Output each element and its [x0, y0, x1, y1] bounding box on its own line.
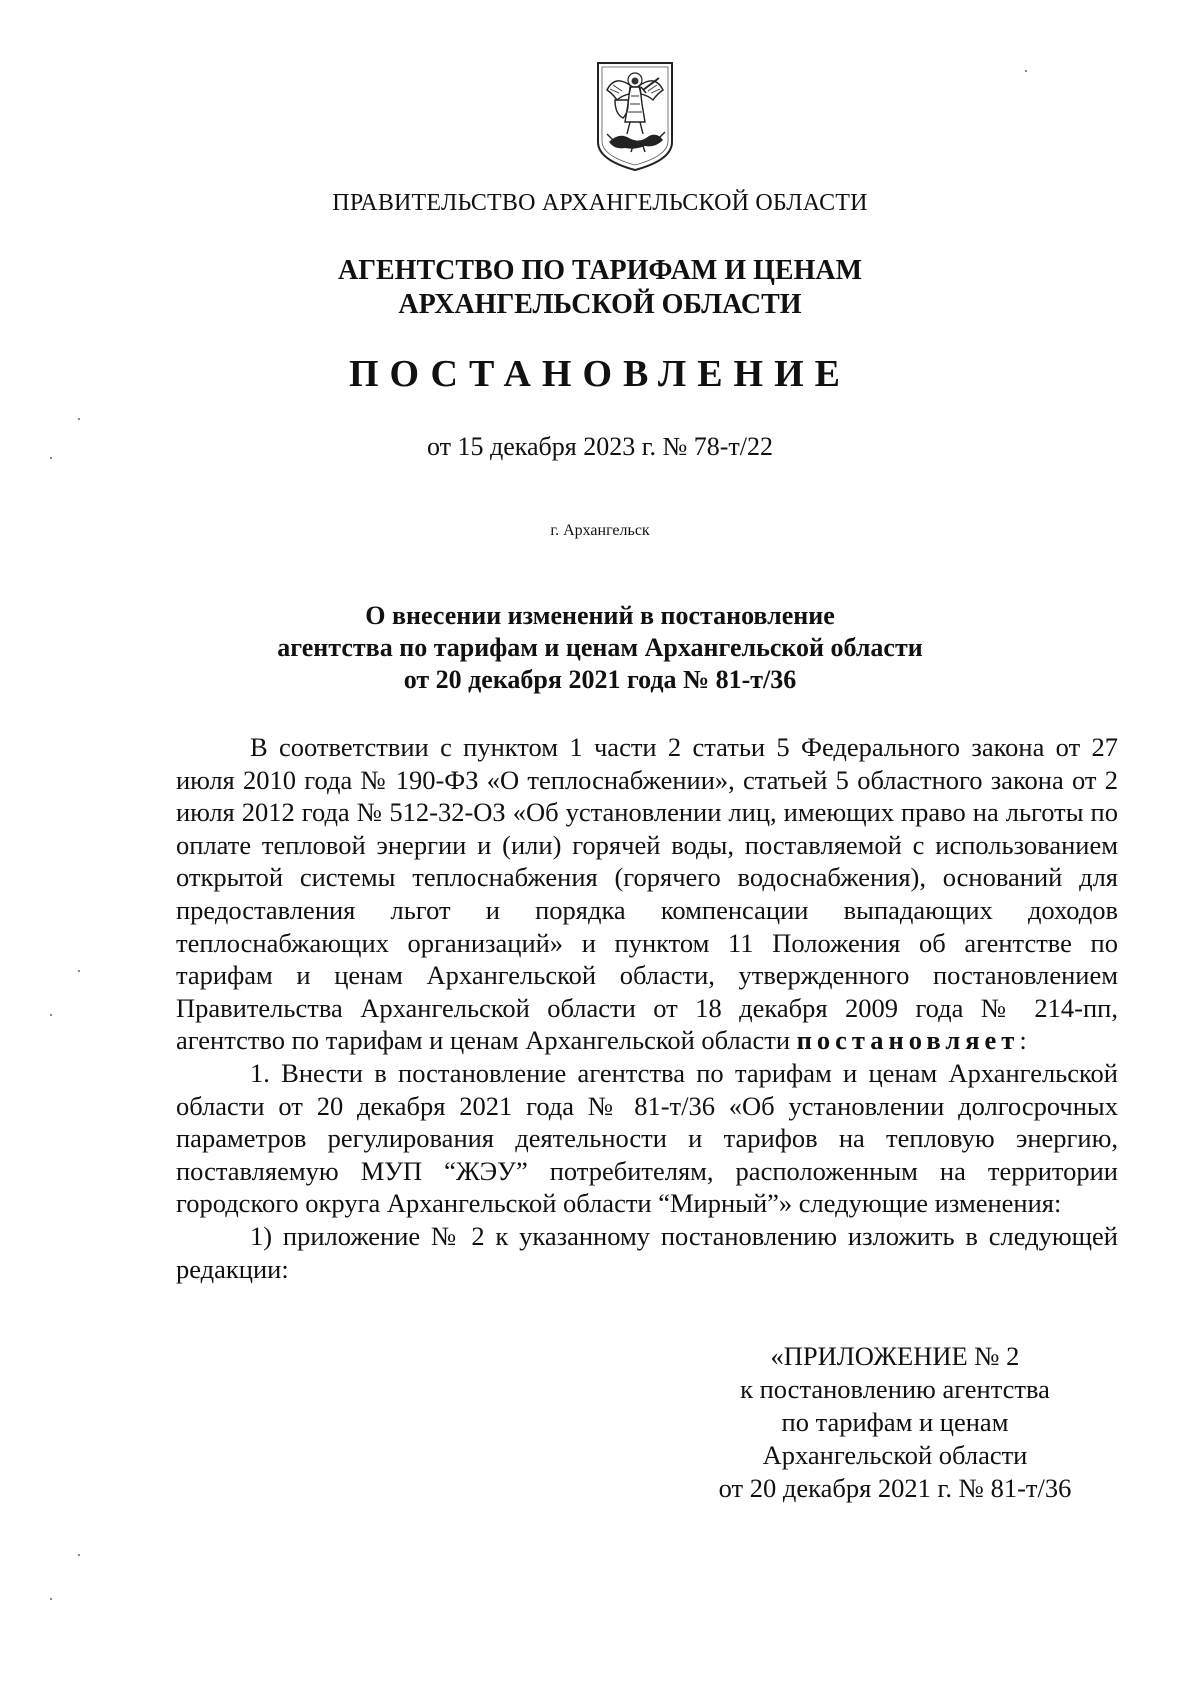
- appendix-line2: к постановлению агентства: [740, 1374, 1050, 1404]
- scan-speck: [50, 457, 52, 459]
- preamble-text: В соответствии с пунктом 1 части 2 статьи 5 Федерального закона от 27 июля 2010 года № 190-ФЗ «О теплоснабжении», статьей 5 областного закона от 2 июля 2012 года № 512-32-ОЗ «Об установлении лиц, имеющих право на льготы по оплате тепловой энергии и (или) горячей воды, поставляемой с использованием открытой системы теплоснабжения (горячего водоснабжения), оснований для предоставления льгот и порядка компенсации выпадающих доходов теплоснабжающих организаций» и пунктом 11 Положения об агентстве по тарифам и ценам Архангельской области, утвержденного постановлением Правительства Архангельской области от 18 декабря 2009 года № 214-пп, агентство по тарифам и ценам Архангельской области: [176, 732, 1118, 1056]
- appendix-line4: Архангельской области: [762, 1440, 1028, 1470]
- document-city: г. Архангельск: [550, 522, 650, 539]
- government-name: ПРАВИТЕЛЬСТВО АРХАНГЕЛЬСКОЙ ОБЛАСТИ: [332, 190, 868, 216]
- resolves-keyword: постановляет: [796, 1025, 1020, 1056]
- appendix-block: [680, 1340, 1110, 1505]
- document-title-line3: от 20 декабря 2021 года № 81-т/36: [403, 665, 797, 694]
- agency-name-line1: АГЕНТСТВО ПО ТАРИФАМ И ЦЕНАМ: [337, 255, 863, 286]
- scan-speck: [50, 1014, 52, 1016]
- body-paragraph-subitem1: 1) приложение № 2 к указанному постановлению изложить в следующей редакции:: [176, 1220, 1118, 1284]
- document-title-line1: О внесении изменений в постановление: [365, 601, 835, 630]
- resolves-colon: :: [1019, 1025, 1027, 1056]
- document-title-line2: агентства по тарифам и ценам Архангельской области: [277, 633, 923, 662]
- body-paragraph-preamble: [176, 731, 1118, 1057]
- agency-name: [0, 254, 1200, 322]
- document-date-number: от 15 декабря 2023 г. № 78-т/22: [426, 432, 774, 461]
- agency-name-line2: АРХАНГЕЛЬСКОЙ ОБЛАСТИ: [398, 289, 802, 320]
- appendix-line3: по тарифам и ценам: [781, 1407, 1009, 1437]
- scan-speck: [1025, 70, 1027, 72]
- scan-speck: [78, 418, 80, 420]
- scan-speck: [78, 970, 80, 972]
- scan-speck: [78, 1554, 80, 1556]
- appendix-line5: от 20 декабря 2021 г. № 81-т/36: [718, 1473, 1072, 1503]
- document-body: [176, 731, 1118, 1285]
- arkhangelsk-coat-of-arms-icon: [595, 60, 675, 172]
- scan-speck: [50, 1598, 52, 1600]
- document-title: [0, 600, 1200, 696]
- document-type: ПОСТАНОВЛЕНИЕ: [348, 353, 852, 395]
- appendix-line1: «ПРИЛОЖЕНИЕ № 2: [770, 1341, 1020, 1371]
- body-paragraph-item1: 1. Внести в постановление агентства по тарифам и ценам Архангельской области от 20 декабря 2021 года № 81-т/36 «Об установлении долгосрочных параметров регулирования деятельности и тарифов на тепловую энергию, поставляемую МУП “ЖЭУ” потребителям, расположенным на территории городского округа Архангельской области “Мирный”» следующие изменения:: [176, 1057, 1118, 1219]
